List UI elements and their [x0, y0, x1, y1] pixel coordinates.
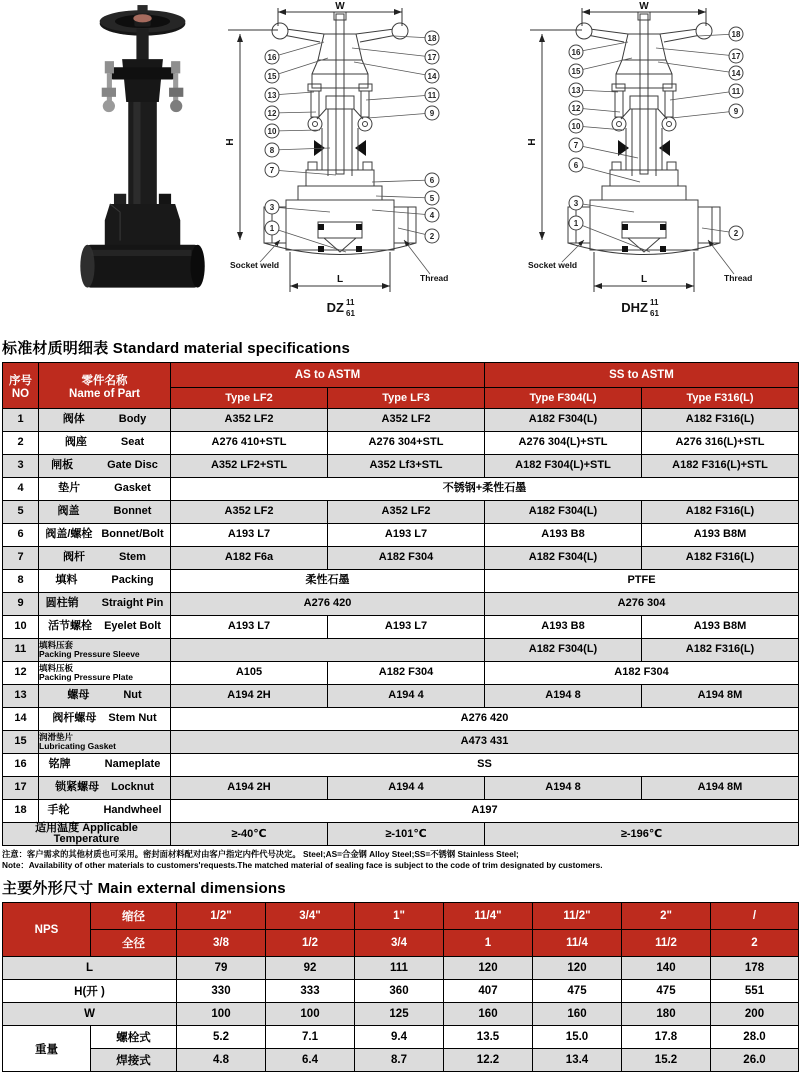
callout-leader	[576, 42, 628, 52]
callout-leader	[352, 48, 432, 57]
header-type-f316: Type F316(L)	[642, 388, 799, 409]
dimension-value: 333	[266, 980, 355, 1003]
weight-row	[3, 1026, 799, 1049]
material-cell: A194 2H	[171, 685, 328, 708]
part-no: 9	[3, 593, 39, 616]
part-name: 活节螺栓 Eyelet Bolt	[39, 616, 171, 639]
part-name: 垫片 Gasket	[39, 478, 171, 501]
material-cell: A182 F304(L)	[485, 639, 642, 662]
dimension-value: 160	[444, 1003, 533, 1026]
material-row	[3, 800, 799, 823]
material-cell: A193 L7	[328, 524, 485, 547]
material-cell: A193 B8M	[642, 616, 799, 639]
dimensions-title-en: Main external dimensions	[97, 880, 286, 898]
material-title-cn: 标准材质明细表	[2, 340, 109, 357]
part-no: 13	[3, 685, 39, 708]
callout-number: 13	[571, 85, 581, 95]
material-row	[3, 662, 799, 685]
part-name: 铭牌 Nameplate	[39, 754, 171, 777]
dimension-value: 92	[266, 957, 355, 980]
callout-leader	[672, 111, 736, 118]
size-col: 3/4"	[266, 903, 355, 930]
temperature-label: 适用温度 Applicable Temperature	[3, 823, 171, 846]
dim-h-label: H	[527, 138, 538, 146]
material-cell: A182 F304	[328, 662, 485, 685]
callout-number: 3	[573, 198, 579, 208]
size-col: 11/4	[533, 930, 622, 957]
callout-number: 17	[731, 51, 741, 61]
material-cell: A182 F304(L)	[485, 409, 642, 432]
material-specifications-table	[2, 362, 799, 846]
dimension-value: 475	[533, 980, 622, 1003]
model-code-sub: 61	[650, 309, 659, 318]
weight-value: 15.0	[533, 1026, 622, 1049]
material-cell: A193 L7	[171, 524, 328, 547]
temperature-cell: ≥-40℃	[171, 823, 328, 846]
material-cell: A194 8	[485, 777, 642, 800]
material-cell: A276 304+STL	[328, 432, 485, 455]
material-cell: A182 F316(L)	[642, 501, 799, 524]
callout-number: 4	[429, 210, 435, 220]
material-cell: A352 LF2	[171, 501, 328, 524]
part-no: 11	[3, 639, 39, 662]
material-row	[3, 708, 799, 731]
callout-number: 6	[429, 175, 435, 185]
note-line-cn: 注意：客户需求的其他材质也可采用。密封面材料配对由客户指定内件代号决定。 Steel;AS=合金钢 Alloy Steel;SS=不锈钢 Stainless Steel;	[2, 849, 519, 860]
callout-number: 7	[573, 140, 579, 150]
size-col: 1	[444, 930, 533, 957]
callout-number: 15	[267, 71, 277, 81]
header-as-group: AS to ASTM	[171, 363, 485, 388]
material-cell: A193 B8	[485, 524, 642, 547]
part-name: 锁紧螺母 Locknut	[39, 777, 171, 800]
dimension-value: 111	[355, 957, 444, 980]
callout-number: 9	[733, 106, 739, 116]
weight-type-label: 螺栓式	[91, 1026, 177, 1049]
material-cell: A352 LF2+STL	[171, 455, 328, 478]
part-no: 18	[3, 800, 39, 823]
dimension-row	[3, 957, 799, 980]
header-full-bore: 全径	[91, 930, 177, 957]
material-row	[3, 478, 799, 501]
material-cell	[171, 639, 485, 662]
bonnet-neck-icon	[128, 102, 157, 206]
material-row	[3, 570, 799, 593]
part-name: 阀座 Seat	[39, 432, 171, 455]
dimensions-title-cn: 主要外形尺寸	[2, 880, 94, 898]
weight-value: 26.0	[711, 1049, 799, 1072]
material-row	[3, 593, 799, 616]
weight-value: 4.8	[177, 1049, 266, 1072]
model-code: DZ	[326, 300, 344, 315]
material-cell: A352 Lf3+STL	[328, 455, 485, 478]
part-no: 1	[3, 409, 39, 432]
header-type-f304: Type F304(L)	[485, 388, 642, 409]
size-col: 11/4"	[444, 903, 533, 930]
material-cell: A193 L7	[328, 616, 485, 639]
material-cell: A182 F304(L)	[485, 547, 642, 570]
material-cell: A182 F304(L)	[485, 501, 642, 524]
callout-leader	[670, 91, 736, 100]
callout-number: 3	[269, 202, 275, 212]
dimension-value: 79	[177, 957, 266, 980]
model-code-sup: 11	[650, 298, 659, 307]
dimension-label: L	[3, 957, 177, 980]
material-cell: PTFE	[485, 570, 799, 593]
material-row	[3, 501, 799, 524]
material-cell: A182 F316(L)+STL	[642, 455, 799, 478]
material-cell: A193 B8M	[642, 524, 799, 547]
material-cell: A182 F316(L)	[642, 547, 799, 570]
material-section-title	[2, 337, 800, 358]
header-no: 序号 NO	[3, 363, 39, 409]
part-no: 4	[3, 478, 39, 501]
material-cell: A182 F316(L)	[642, 639, 799, 662]
part-no: 10	[3, 616, 39, 639]
callout-leader	[576, 58, 632, 71]
thread-label: Thread	[724, 273, 753, 283]
callout-number: 16	[571, 47, 581, 57]
dimension-value: 140	[622, 957, 711, 980]
callout-leader	[272, 170, 336, 175]
material-cell: A276 420	[171, 593, 485, 616]
callout-number: 10	[571, 121, 581, 131]
callout-number: 1	[269, 223, 275, 233]
material-cell: A182 F304(L)+STL	[485, 455, 642, 478]
dimension-value: 180	[622, 1003, 711, 1026]
callout-leader	[272, 42, 324, 57]
part-name: 阀体 Body	[39, 409, 171, 432]
material-row	[3, 616, 799, 639]
dim-l-label: L	[640, 274, 648, 285]
size-col: 3/8	[177, 930, 266, 957]
note-line-en: Note：Availability of other materials to customers'requests.The matched material of sealing face is subject to the code of trim designated by customers.	[2, 859, 603, 870]
material-cell: A194 8	[485, 685, 642, 708]
valve-section-drawing-dz	[226, 0, 472, 324]
header-nps: NPS	[3, 903, 91, 957]
part-no: 6	[3, 524, 39, 547]
size-col: 11/2"	[533, 903, 622, 930]
dimension-value: 360	[355, 980, 444, 1003]
part-name: 阀杆 Stem	[39, 547, 171, 570]
dimension-row	[3, 1003, 799, 1026]
material-row	[3, 524, 799, 547]
callout-number: 7	[269, 165, 275, 175]
yoke-icon	[122, 59, 163, 102]
dimension-value: 125	[355, 1003, 444, 1026]
material-row	[3, 455, 799, 478]
part-no: 17	[3, 777, 39, 800]
material-cell: A194 4	[328, 777, 485, 800]
callout-number: 12	[571, 103, 581, 113]
dimension-value: 160	[533, 1003, 622, 1026]
applicable-temperature-row	[3, 823, 799, 846]
material-cell: A194 8M	[642, 685, 799, 708]
dimension-value: 100	[177, 1003, 266, 1026]
material-row	[3, 432, 799, 455]
dimension-value: 120	[533, 957, 622, 980]
callout-number: 10	[267, 126, 277, 136]
material-row	[3, 685, 799, 708]
thread-label: Thread	[420, 273, 449, 283]
weight-value: 7.1	[266, 1026, 355, 1049]
valve-figures	[0, 0, 800, 330]
valve-line-art	[264, 12, 416, 255]
callout-number: 17	[427, 52, 437, 62]
material-row	[3, 777, 799, 800]
part-no: 2	[3, 432, 39, 455]
material-cell: A352 LF2	[328, 501, 485, 524]
callout-leader	[366, 95, 432, 100]
part-name: 润滑垫片 Lubricating Gasket	[39, 731, 171, 754]
dimension-value: 551	[711, 980, 799, 1003]
size-col: 2	[711, 930, 799, 957]
size-col: /	[711, 903, 799, 930]
weight-value: 12.2	[444, 1049, 533, 1072]
material-row	[3, 547, 799, 570]
header-reduced-bore: 缩径	[91, 903, 177, 930]
weight-type-label: 焊接式	[91, 1049, 177, 1072]
part-name: 阀盖 Bonnet	[39, 501, 171, 524]
part-no: 16	[3, 754, 39, 777]
valve-photo	[56, 2, 226, 308]
weight-label: 重量	[3, 1026, 91, 1072]
dimension-value: 100	[266, 1003, 355, 1026]
weight-value: 5.2	[177, 1026, 266, 1049]
weight-value: 6.4	[266, 1049, 355, 1072]
material-cell: A352 LF2	[328, 409, 485, 432]
size-col: 3/4	[355, 930, 444, 957]
material-cell: A276 420	[171, 708, 799, 731]
callout-number: 14	[731, 68, 741, 78]
model-code-sub: 61	[346, 309, 355, 318]
size-col: 1"	[355, 903, 444, 930]
material-row	[3, 409, 799, 432]
callout-number: 14	[427, 71, 437, 81]
material-row	[3, 639, 799, 662]
material-cell: A352 LF2	[171, 409, 328, 432]
callout-number: 12	[267, 108, 277, 118]
dimension-value: 407	[444, 980, 533, 1003]
material-cell: SS	[171, 754, 799, 777]
material-cell: A193 B8	[485, 616, 642, 639]
dimension-value: 120	[444, 957, 533, 980]
size-col: 1/2	[266, 930, 355, 957]
material-cell: A105	[171, 662, 328, 685]
dimension-label: W	[3, 1003, 177, 1026]
material-row	[3, 754, 799, 777]
material-cell: 不锈钢+柔性石墨	[171, 478, 799, 501]
weight-value: 13.5	[444, 1026, 533, 1049]
dimension-row	[3, 980, 799, 1003]
part-name: 手轮 Handwheel	[39, 800, 171, 823]
header-ss-group: SS to ASTM	[485, 363, 799, 388]
part-name: 螺母 Nut	[39, 685, 171, 708]
material-cell: A276 410+STL	[171, 432, 328, 455]
material-title-en: Standard material specifications	[112, 340, 351, 357]
callout-number: 1	[573, 218, 579, 228]
dimension-label: H(开 )	[3, 980, 177, 1003]
figure-caption	[621, 298, 659, 318]
material-cell: A197	[171, 800, 799, 823]
material-cell: A182 F316(L)	[642, 409, 799, 432]
callout-leader	[272, 58, 328, 76]
part-no: 15	[3, 731, 39, 754]
material-cell: A182 F304	[485, 662, 799, 685]
dimension-annotations	[225, 1, 448, 292]
part-name: 填料压套 Packing Pressure Sleeve	[39, 639, 171, 662]
callout-number: 11	[731, 86, 741, 96]
dim-l-label: L	[336, 274, 344, 285]
part-no: 7	[3, 547, 39, 570]
temperature-cell: ≥-101℃	[328, 823, 485, 846]
figure-caption	[327, 298, 356, 318]
material-row	[3, 731, 799, 754]
dimension-value: 475	[622, 980, 711, 1003]
dimension-value: 330	[177, 980, 266, 1003]
header-name-of-part: 零件名称 Name of Part	[39, 363, 171, 409]
weight-value: 8.7	[355, 1049, 444, 1072]
valve-body-icon	[105, 204, 180, 247]
material-cell: A193 L7	[171, 616, 328, 639]
external-dimensions-table	[2, 902, 799, 1072]
callout-number: 5	[429, 193, 435, 203]
part-no: 8	[3, 570, 39, 593]
part-no: 5	[3, 501, 39, 524]
material-cell: A276 304(L)+STL	[485, 432, 642, 455]
part-name: 填料 Packing	[39, 570, 171, 593]
socket-weld-label: Socket weld	[230, 260, 280, 270]
dim-h-label: H	[225, 138, 236, 146]
callout-number: 16	[267, 52, 277, 62]
callout-number: 9	[429, 108, 435, 118]
valve-section-drawing-dhz	[516, 0, 780, 324]
material-notes	[2, 849, 800, 870]
material-cell: A194 8M	[642, 777, 799, 800]
weight-row	[3, 1049, 799, 1072]
header-type-lf3: Type LF3	[328, 388, 485, 409]
weight-value: 28.0	[711, 1026, 799, 1049]
part-name: 圆柱销 Straight Pin	[39, 593, 171, 616]
callout-number: 2	[429, 231, 435, 241]
dimension-value: 178	[711, 957, 799, 980]
weight-value: 17.8	[622, 1026, 711, 1049]
size-col: 1/2"	[177, 903, 266, 930]
dimensions-section-title	[2, 877, 800, 898]
part-name: 闸板 Gate Disc	[39, 455, 171, 478]
callout-leader	[656, 48, 736, 56]
weight-value: 13.4	[533, 1049, 622, 1072]
callout-leader	[368, 113, 432, 118]
size-col: 11/2	[622, 930, 711, 957]
weight-value: 15.2	[622, 1049, 711, 1072]
valve-line-art	[568, 12, 720, 255]
callout-number: 18	[427, 33, 437, 43]
callout-number: 8	[269, 145, 275, 155]
callout-leader	[372, 210, 432, 215]
part-no: 14	[3, 708, 39, 731]
callout-leader	[272, 207, 330, 212]
part-name: 填料压板 Packing Pressure Plate	[39, 662, 171, 685]
material-cell: 柔性石墨	[171, 570, 485, 593]
callout-leader	[376, 196, 432, 198]
model-code: DHZ	[621, 300, 648, 315]
weight-value: 9.4	[355, 1026, 444, 1049]
header-type-lf2: Type LF2	[171, 388, 328, 409]
callout-number: 2	[733, 228, 739, 238]
material-cell: A194 4	[328, 685, 485, 708]
callout-number: 6	[573, 160, 579, 170]
callout-number: 11	[427, 90, 437, 100]
callout-number: 18	[731, 29, 741, 39]
material-cell: A182 F304	[328, 547, 485, 570]
size-col: 2"	[622, 903, 711, 930]
material-cell: A473 431	[171, 731, 799, 754]
part-name: 阀杆螺母 Stem Nut	[39, 708, 171, 731]
material-cell: A276 304	[485, 593, 799, 616]
socket-weld-label: Socket weld	[528, 260, 578, 270]
callout-leader	[576, 165, 640, 182]
model-code-sup: 11	[346, 298, 355, 307]
material-cell: A276 316(L)+STL	[642, 432, 799, 455]
temperature-cell: ≥-196℃	[485, 823, 799, 846]
part-no: 3	[3, 455, 39, 478]
dim-w-label: W	[639, 1, 649, 12]
dimension-value: 200	[711, 1003, 799, 1026]
material-cell: A194 2H	[171, 777, 328, 800]
callout-number: 15	[571, 66, 581, 76]
callout-number: 13	[267, 90, 277, 100]
callout-leader	[576, 145, 638, 158]
callout-leader	[372, 180, 432, 182]
dim-w-label: W	[335, 1, 345, 12]
material-cell: A182 F6a	[171, 547, 328, 570]
part-name: 阀盖/螺栓 Bonnet/Bolt	[39, 524, 171, 547]
part-no: 12	[3, 662, 39, 685]
